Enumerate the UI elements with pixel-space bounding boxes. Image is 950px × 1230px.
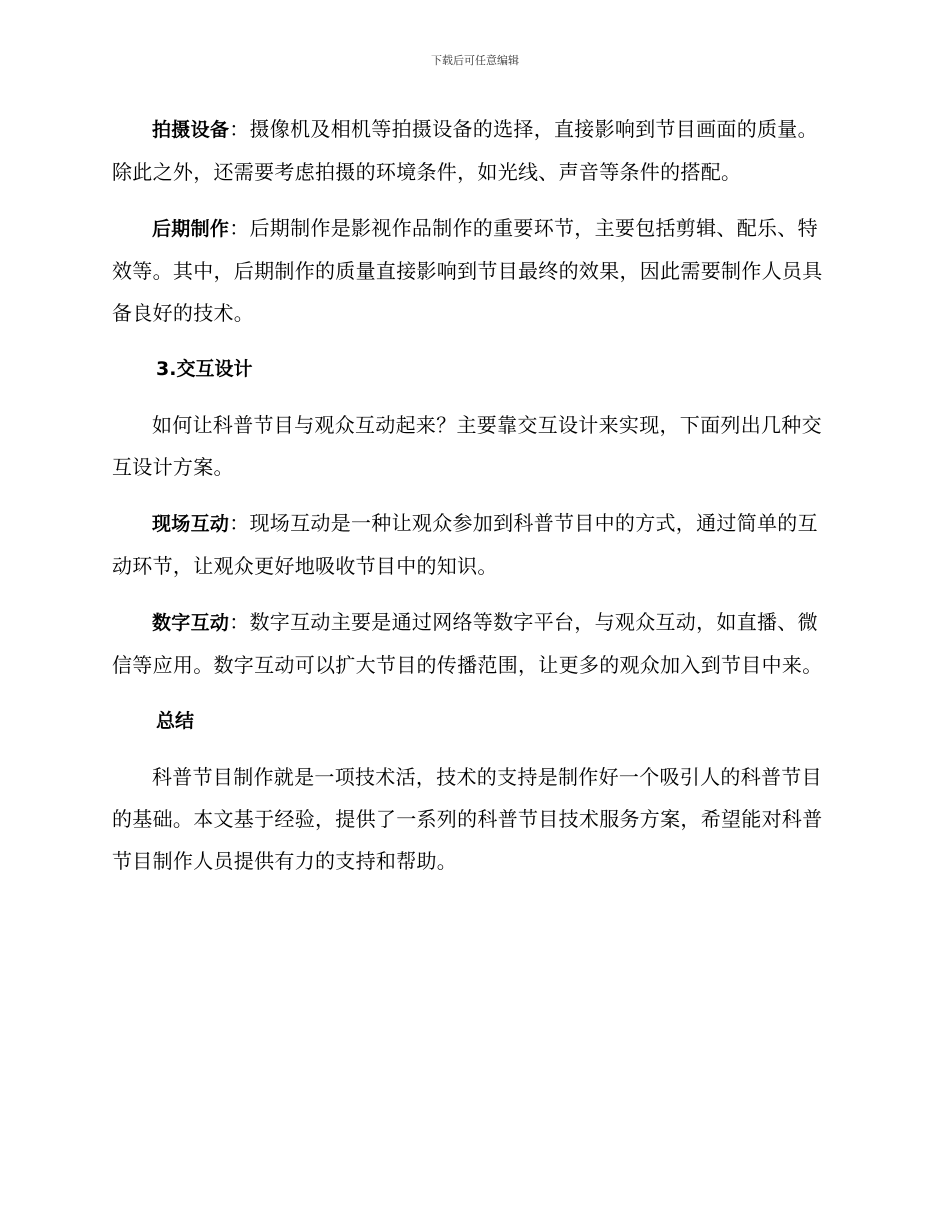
paragraph-text: ：现场互动是一种让观众参加到科普节目中的方式，通过简单的互动环节，让观众更好地吸收节目中的知识。 — [112, 511, 818, 578]
paragraph-text: ：摄像机及相机等拍摄设备的选择，直接影响到节目画面的质量。除此之外，还需要考虑拍摄的环境条件，如光线、声音等条件的搭配。 — [112, 117, 818, 184]
lead-term-shooting-equipment: 拍摄设备 — [152, 119, 230, 141]
page-header: 下载后可任意编辑 — [431, 54, 519, 67]
lead-term-post-production: 后期制作 — [152, 218, 230, 240]
paragraph-summary: 科普节目制作就是一项技术活，技术的支持是制作好一个吸引人的科普节目的基础。本文基于经验，提供了一系列的科普节目技术服务方案，希望能对科普节目制作人员提供有力的支持和帮助。 — [112, 765, 823, 873]
paragraph-digital-interaction — [112, 601, 832, 686]
lead-term-onsite-interaction: 现场互动 — [152, 513, 230, 535]
paragraph-post-production — [112, 207, 832, 334]
lead-term-digital-interaction: 数字互动 — [152, 612, 230, 634]
paragraph-onsite-interaction — [112, 502, 832, 587]
paragraph-interaction-intro: 如何让科普节目与观众互动起来？主要靠交互设计来实现，下面列出几种交互设计方案。 — [112, 413, 822, 479]
paragraph-shooting-equipment — [112, 108, 832, 193]
section-heading-interaction-design: 3.交互设计 — [156, 358, 253, 380]
paragraph-text: ：数字互动主要是通过网络等数字平台，与观众互动，如直播、微信等应用。数字互动可以扩大节目的传播范围，让更多的观众加入到节目中来。 — [112, 610, 823, 677]
paragraph-text: ：后期制作是影视作品制作的重要环节，主要包括剪辑、配乐、特效等。其中，后期制作的质量直接影响到节目最终的效果，因此需要制作人员具备良好的技术。 — [112, 216, 823, 325]
section-heading-summary: 总结 — [156, 710, 195, 732]
document-body — [112, 108, 832, 896]
